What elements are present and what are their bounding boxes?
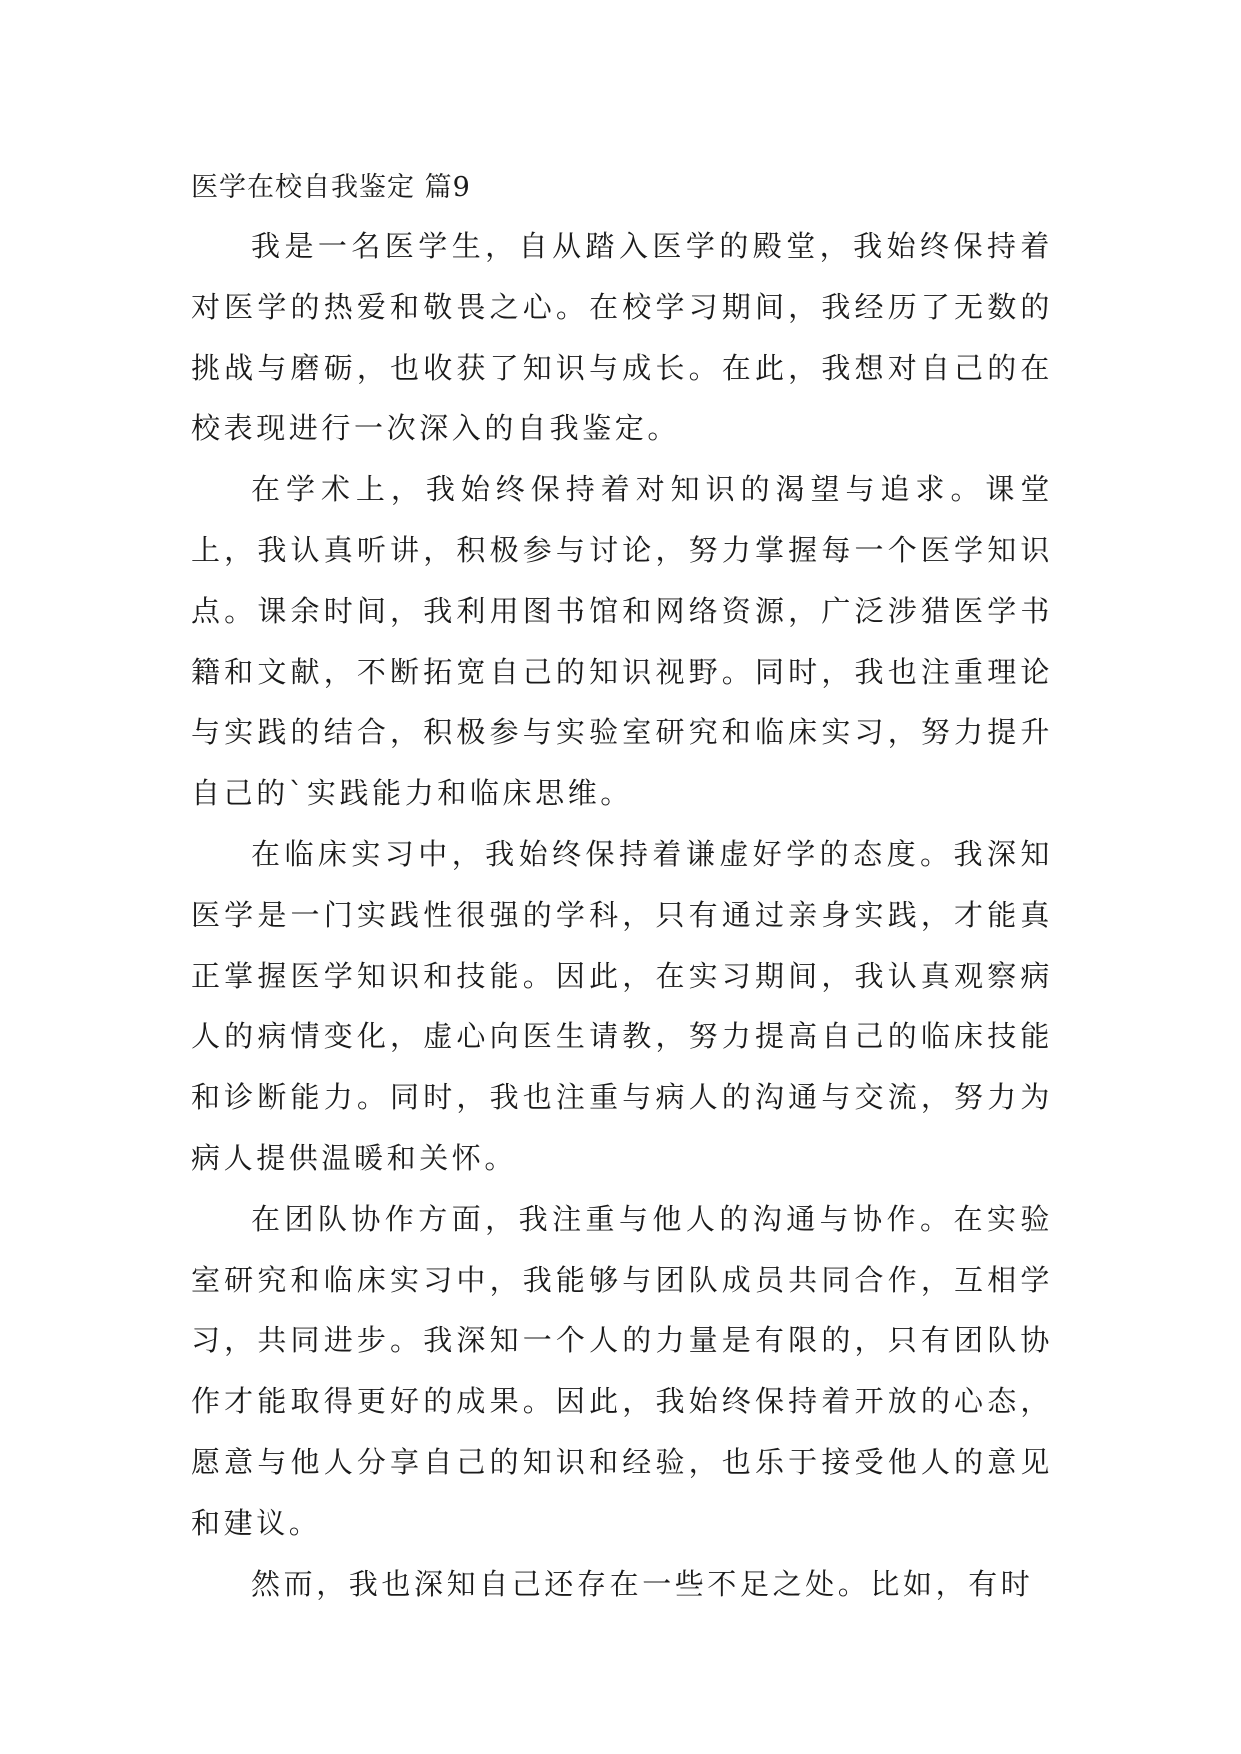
paragraph-teamwork: 在团队协作方面，我注重与他人的沟通与协作。在实验室研究和临床实习中，我能够与团队成员共同合作，互相学习，共同进步。我深知一个人的力量是有限的，只有团队协作才能取得更好的成果。因此，我始终保持着开放的心态，愿意与他人分享自己的知识和经验，也乐于接受他人的意见和建议。	[191, 1201, 1053, 1540]
document-body	[191, 160, 1053, 1614]
paragraph-intro: 我是一名医学生，自从踏入医学的殿堂，我始终保持着对医学的热爱和敬畏之心。在校学习期间，我经历了无数的挑战与磨砺，也收获了知识与成长。在此，我想对自己的在校表现进行一次深入的自我鉴定。	[191, 229, 1053, 446]
paragraph-shortcomings: 然而，我也深知自己还存在一些不足之处。比如，有时	[251, 1566, 1034, 1601]
paragraph-academics: 在学术上，我始终保持着对知识的渴望与追求。课堂上，我认真听讲，积极参与讨论，努力掌握每一个医学知识点。课余时间，我利用图书馆和网络资源，广泛涉猎医学书籍和文献，不断拓宽自己的知识视野。同时，我也注重理论与实践的结合，积极参与实验室研究和临床实习，努力提升自己的`实践能力和临床思维。	[191, 472, 1053, 811]
document-title: 医学在校自我鉴定 篇9	[191, 172, 471, 203]
paragraph-clinical-internship: 在临床实习中，我始终保持着谦虚好学的态度。我深知医学是一门实践性很强的学科，只有通过亲身实践，才能真正掌握医学知识和技能。因此，在实习期间，我认真观察病人的病情变化，虚心向医生请教，努力提高自己的临床技能和诊断能力。同时，我也注重与病人的沟通与交流，努力为病人提供温暖和关怀。	[191, 836, 1053, 1175]
